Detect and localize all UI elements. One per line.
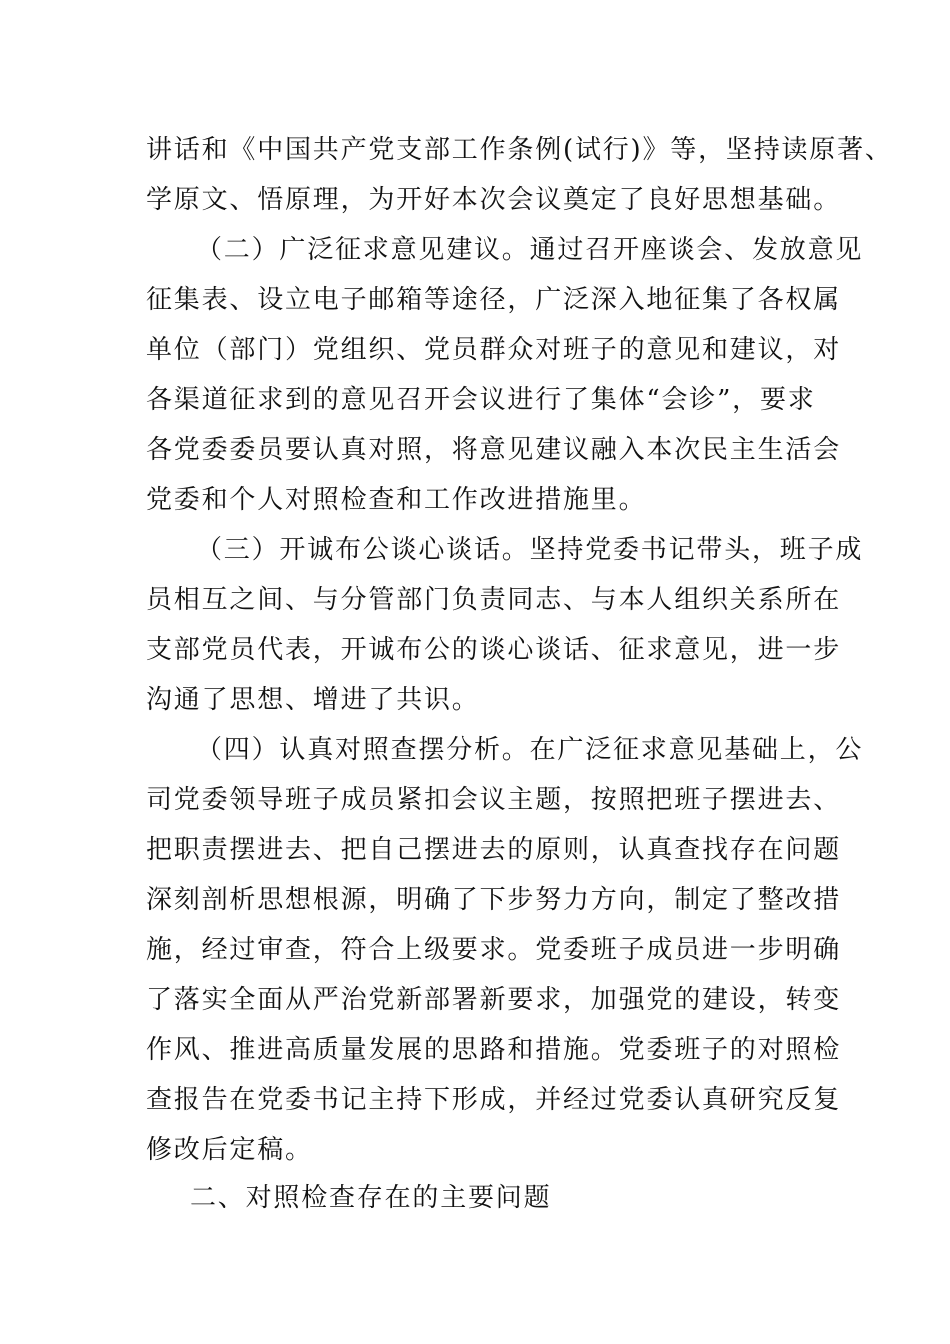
text-line: 单位（部门）党组织、党员群众对班子的意见和建议，对 (146, 335, 842, 365)
paragraph-start-line: （二）广泛征求意见建议。通过召开座谈会、发放意见 (196, 235, 864, 265)
text-line: 修改后定稿。 (146, 1135, 313, 1165)
text-line: 沟通了思想、增进了共识。 (146, 685, 480, 715)
text-line: 深刻剖析思想根源，明确了下步努力方向，制定了整改措 (146, 885, 842, 915)
section-heading: 二、对照检查存在的主要问题 (190, 1183, 552, 1213)
text-line: 征集表、设立电子邮箱等途径，广泛深入地征集了各权属 (146, 285, 842, 315)
text-line: 支部党员代表，开诚布公的谈心谈话、征求意见，进一步 (146, 635, 842, 665)
text-line: 讲话和《中国共产党支部工作条例(试行)》等，坚持读原著、 (146, 135, 893, 165)
text-line: 司党委领导班子成员紧扣会议主题，按照把班子摆进去、 (146, 785, 842, 815)
text-line: 员相互之间、与分管部门负责同志、与本人组织关系所在 (146, 585, 842, 615)
text-line: 了落实全面从严治党新部署新要求，加强党的建设，转变 (146, 985, 842, 1015)
text-line: 各渠道征求到的意见召开会议进行了集体“会诊”，要求 (146, 385, 816, 415)
text-line: 学原文、悟原理，为开好本次会议奠定了良好思想基础。 (146, 185, 842, 215)
text-line: 施，经过审查，符合上级要求。党委班子成员进一步明确 (146, 935, 842, 965)
text-line: 党委和个人对照检查和工作改进措施里。 (146, 485, 647, 515)
paragraph-start-line: （三）开诚布公谈心谈话。坚持党委书记带头，班子成 (196, 535, 864, 565)
text-line: 查报告在党委书记主持下形成，并经过党委认真研究反复 (146, 1085, 842, 1115)
paragraph-start-line: （四）认真对照查摆分析。在广泛征求意见基础上，公 (196, 735, 864, 765)
text-line: 各党委委员要认真对照，将意见建议融入本次民主生活会 (146, 435, 842, 465)
text-line: 把职责摆进去、把自己摆进去的原则，认真查找存在问题 (146, 835, 842, 865)
text-line: 作风、推进高质量发展的思路和措施。党委班子的对照检 (146, 1035, 842, 1065)
